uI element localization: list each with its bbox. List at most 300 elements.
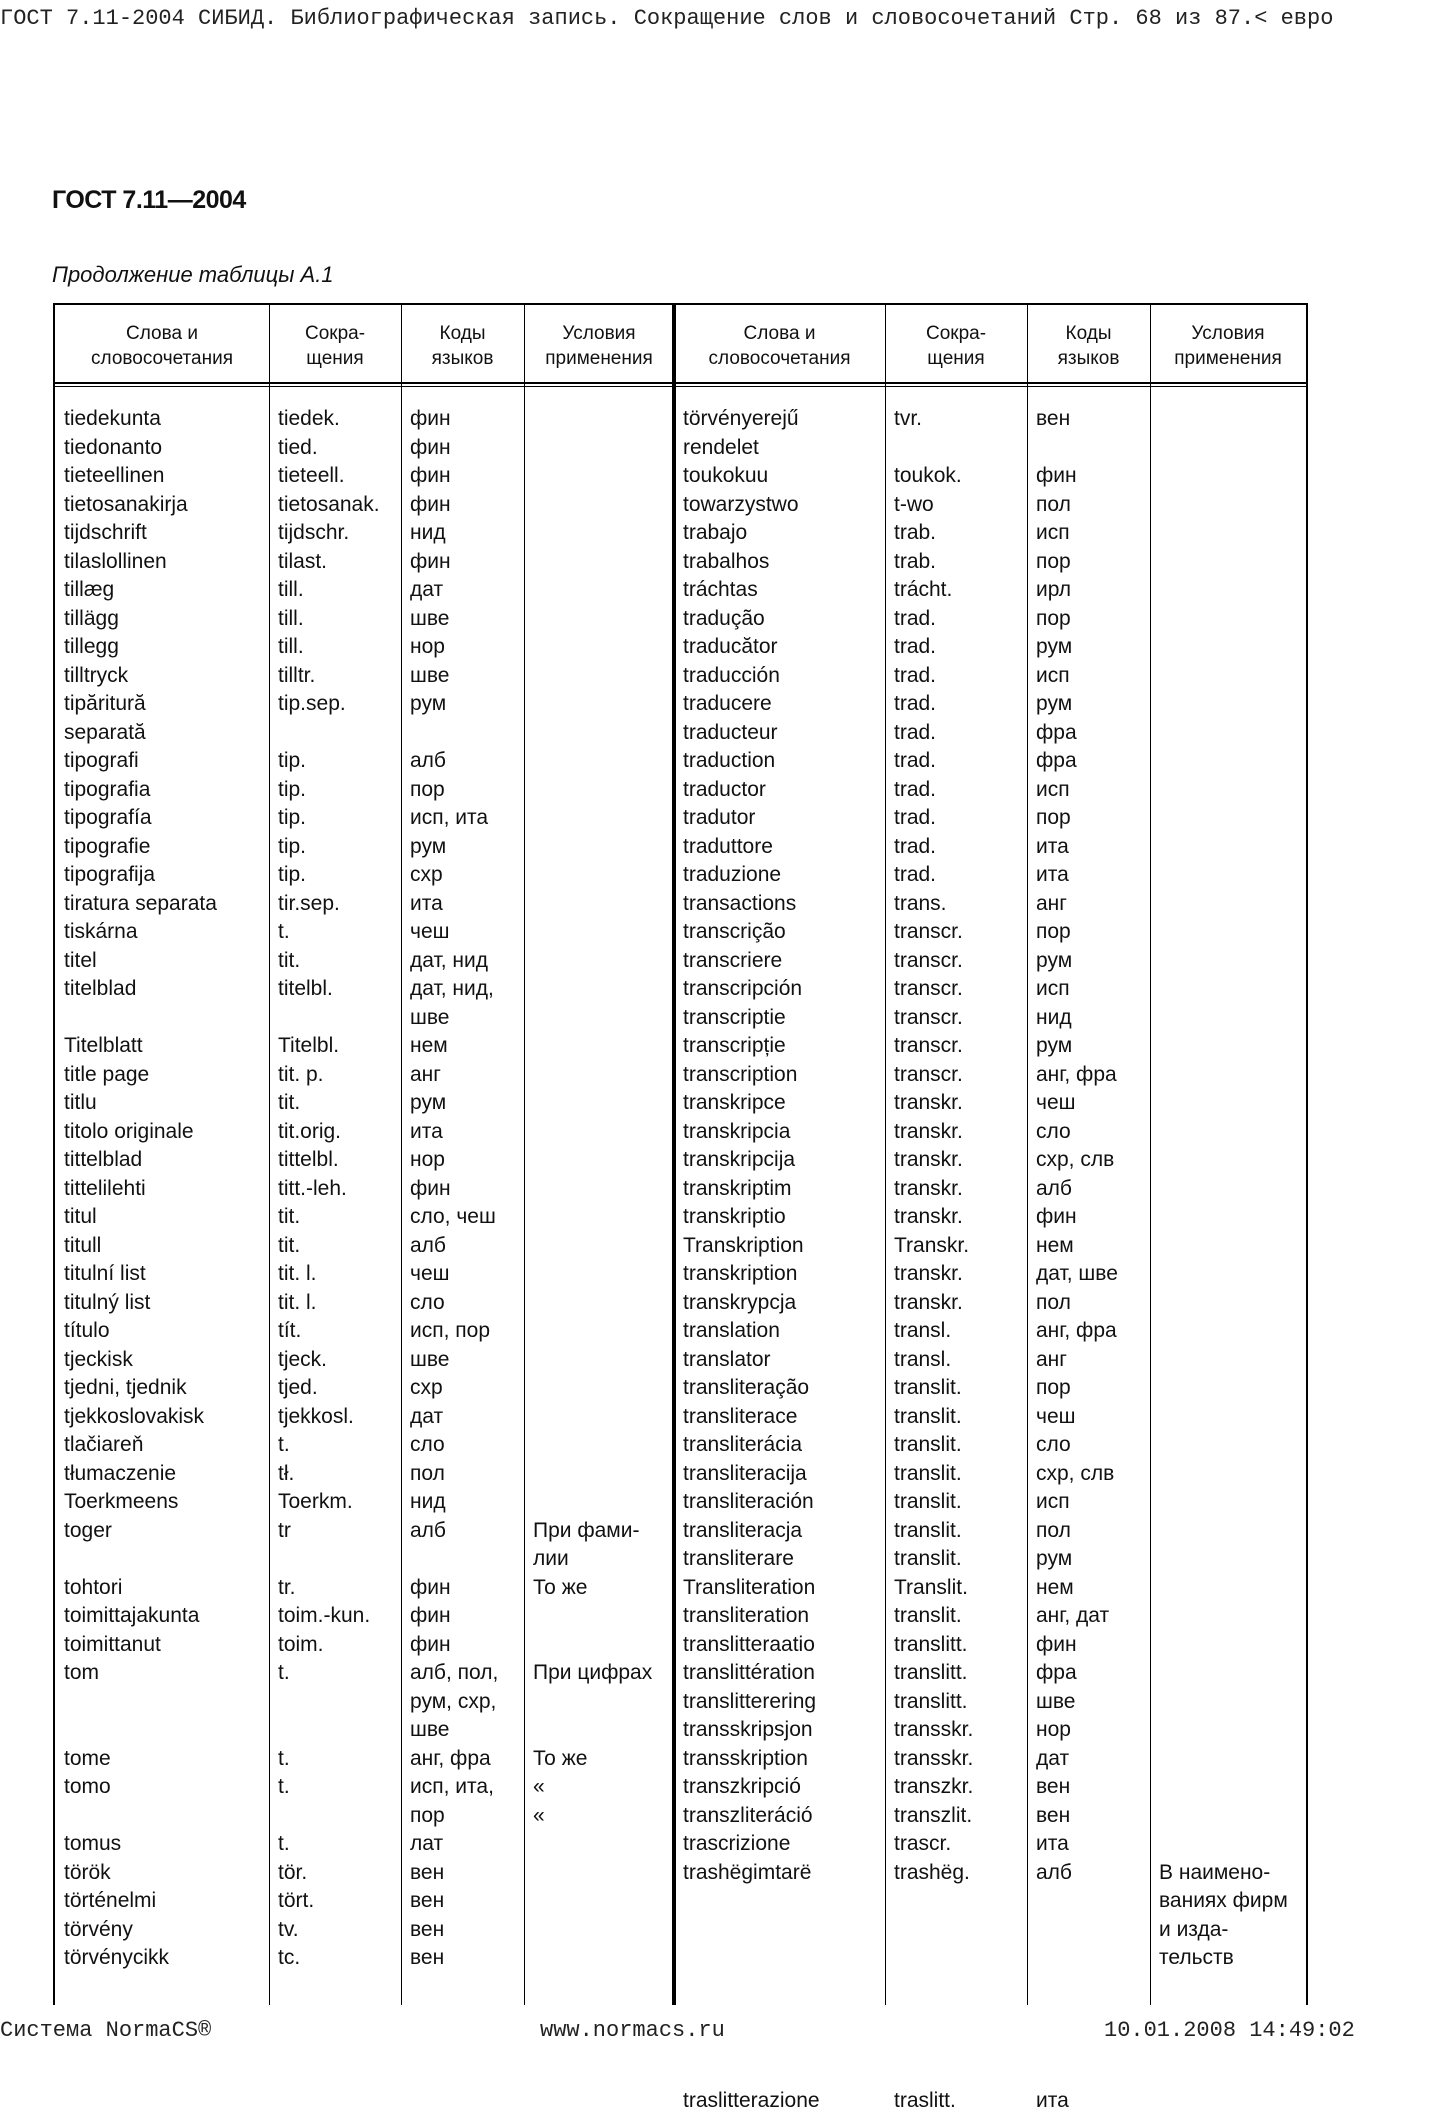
condition-cell bbox=[533, 1574, 587, 1603]
cell-line: пол bbox=[1036, 1517, 1071, 1546]
cell-line: transcr. bbox=[894, 975, 963, 1004]
abbreviation-cell bbox=[278, 1745, 290, 1774]
abbreviation-cell bbox=[894, 1289, 963, 1318]
cell-line: tip. bbox=[278, 861, 306, 890]
word-cell bbox=[683, 1175, 792, 1204]
abbreviation-cell bbox=[894, 576, 952, 605]
language-code-cell bbox=[1036, 576, 1071, 605]
word-cell bbox=[64, 1289, 150, 1318]
word-cell bbox=[64, 1431, 143, 1460]
cell-line: « bbox=[533, 1802, 545, 1831]
cell-line: törvényerejű bbox=[683, 405, 799, 434]
word-cell bbox=[683, 1488, 814, 1517]
abbreviation-cell bbox=[278, 462, 345, 491]
language-code-cell bbox=[1036, 776, 1070, 805]
language-code-cell bbox=[410, 861, 443, 890]
word-cell bbox=[64, 491, 188, 520]
cell-line: translit. bbox=[894, 1602, 962, 1631]
language-code-cell bbox=[1036, 861, 1069, 890]
cell-line: вен bbox=[410, 1887, 444, 1916]
word-cell bbox=[683, 1004, 786, 1033]
abbreviation-cell bbox=[894, 662, 936, 691]
language-code-cell bbox=[410, 1916, 444, 1945]
abbreviation-cell bbox=[278, 1232, 300, 1261]
cell-line: título bbox=[64, 1317, 110, 1346]
language-code-cell bbox=[410, 1317, 490, 1346]
word-cell bbox=[64, 1374, 187, 1403]
word-cell bbox=[64, 833, 150, 862]
language-code-cell bbox=[1036, 548, 1071, 577]
cell-line: trabajo bbox=[683, 519, 747, 548]
language-code-cell bbox=[1036, 605, 1071, 634]
cell-line: фин bbox=[410, 405, 451, 434]
language-code-cell bbox=[410, 1089, 446, 1118]
cell-line: toimittanut bbox=[64, 1631, 161, 1660]
word-cell bbox=[64, 1488, 178, 1517]
language-code-cell bbox=[1036, 491, 1071, 520]
word-cell bbox=[64, 1089, 97, 1118]
cell-line: tip. bbox=[278, 747, 306, 776]
language-code-cell bbox=[1036, 1802, 1070, 1831]
language-code-cell bbox=[410, 1659, 498, 1745]
word-cell bbox=[64, 1317, 110, 1346]
word-cell bbox=[683, 1032, 786, 1061]
language-code-cell bbox=[410, 1574, 451, 1603]
word-cell bbox=[64, 605, 119, 634]
cell-line: сло bbox=[1036, 1118, 1071, 1147]
abbreviation-cell bbox=[278, 1431, 290, 1460]
language-code-cell bbox=[1036, 890, 1067, 919]
abbreviation-cell bbox=[894, 1517, 962, 1546]
cell-line: translit. bbox=[894, 1488, 962, 1517]
word-cell bbox=[64, 804, 152, 833]
language-code-cell bbox=[1036, 1289, 1071, 1318]
abbreviation-cell bbox=[278, 1374, 318, 1403]
cell-line: trans. bbox=[894, 890, 947, 919]
word-cell bbox=[683, 1061, 797, 1090]
language-code-cell bbox=[410, 918, 449, 947]
language-code-cell bbox=[410, 1260, 449, 1289]
header-rule bbox=[55, 382, 1306, 384]
column-header-line: применения bbox=[524, 346, 674, 371]
abbreviation-cell bbox=[894, 1260, 963, 1289]
cell-line: tijdschrift bbox=[64, 519, 147, 548]
cell-line: toukok. bbox=[894, 462, 962, 491]
cell-line: tit. bbox=[278, 947, 300, 976]
cell-line: схр, слв bbox=[1036, 1460, 1114, 1489]
cell-line: tip. bbox=[278, 804, 306, 833]
cell-line: tjeckisk bbox=[64, 1346, 133, 1375]
word-cell bbox=[683, 1602, 809, 1631]
cell-line: фин bbox=[410, 491, 451, 520]
cell-line: фин bbox=[1036, 462, 1077, 491]
word-cell bbox=[683, 491, 799, 520]
cell-line: фра bbox=[1036, 747, 1077, 776]
footer-url[interactable]: www.normacs.ru bbox=[540, 2018, 725, 2043]
abbreviation-cell bbox=[278, 776, 306, 805]
cell-line: tiratura separata bbox=[64, 890, 217, 919]
cell-line: transcr. bbox=[894, 1004, 963, 1033]
cell-line: и изда- bbox=[1159, 1916, 1288, 1945]
cell-line: titt.-leh. bbox=[278, 1175, 347, 1204]
cell-line: схр, слв bbox=[1036, 1146, 1114, 1175]
cell-line: пор bbox=[1036, 804, 1071, 833]
cell-line: tr bbox=[278, 1517, 291, 1546]
abbreviation-cell bbox=[894, 1089, 963, 1118]
column-header-line: языков bbox=[1027, 346, 1150, 371]
cell-line: törvénycikk bbox=[64, 1944, 169, 1973]
cell-line: traducere bbox=[683, 690, 772, 719]
abbreviation-cell bbox=[278, 1289, 317, 1318]
cell-line: transskription bbox=[683, 1745, 808, 1774]
abbreviation-cell bbox=[278, 975, 333, 1004]
cell-line: При фами- bbox=[533, 1517, 639, 1546]
cell-line: tit. l. bbox=[278, 1260, 317, 1289]
cell-line: traslitt. bbox=[894, 2087, 956, 2115]
cell-line: сло bbox=[410, 1289, 445, 1318]
cell-line: Translit. bbox=[894, 1574, 968, 1603]
abbreviation-cell bbox=[278, 1602, 370, 1631]
cell-line: tir.sep. bbox=[278, 890, 340, 919]
word-cell bbox=[683, 1317, 780, 1346]
cell-line: translitteraatio bbox=[683, 1631, 815, 1660]
language-code-cell bbox=[410, 576, 443, 605]
cell-line: ита bbox=[1036, 833, 1069, 862]
cell-line: нид bbox=[1036, 1004, 1072, 1033]
word-cell bbox=[64, 1745, 111, 1774]
cell-line: нем bbox=[1036, 1574, 1074, 1603]
cell-line: фин bbox=[410, 1602, 451, 1631]
cell-line: translit. bbox=[894, 1545, 962, 1574]
cell-line: tipografija bbox=[64, 861, 155, 890]
word-cell bbox=[64, 690, 146, 747]
language-code-cell bbox=[1036, 1260, 1118, 1289]
cell-line: tip.sep. bbox=[278, 690, 346, 719]
cell-line: trabalhos bbox=[683, 548, 769, 577]
cell-line: transkr. bbox=[894, 1089, 963, 1118]
abbreviation-cell bbox=[894, 1631, 968, 1660]
language-code-cell bbox=[1036, 1659, 1077, 1688]
word-cell bbox=[64, 861, 155, 890]
cell-line: исп bbox=[1036, 776, 1070, 805]
footer-timestamp: 10.01.2008 14:49:02 bbox=[1104, 2018, 1355, 2043]
abbreviation-cell bbox=[894, 1374, 962, 1403]
cell-line: tiedekunta bbox=[64, 405, 161, 434]
cell-line: Transkr. bbox=[894, 1232, 969, 1261]
language-code-cell bbox=[410, 1859, 444, 1888]
cell-line: tom bbox=[64, 1659, 99, 1688]
cell-line: traduttore bbox=[683, 833, 773, 862]
cell-line: transliterare bbox=[683, 1545, 794, 1574]
abbreviation-cell bbox=[278, 1887, 314, 1916]
column-header-line: Коды bbox=[1027, 321, 1150, 346]
cell-line: transcr. bbox=[894, 947, 963, 976]
cell-line: traductor bbox=[683, 776, 766, 805]
language-code-cell bbox=[1036, 804, 1071, 833]
cell-line: сло bbox=[410, 1431, 445, 1460]
word-cell bbox=[683, 1659, 815, 1688]
cell-line: tjeck. bbox=[278, 1346, 327, 1375]
cell-line: ита bbox=[1036, 2087, 1069, 2115]
cell-line: пол bbox=[410, 1460, 445, 1489]
cell-line: transcriptie bbox=[683, 1004, 786, 1033]
language-code-cell bbox=[410, 1830, 443, 1859]
cell-line: trascr. bbox=[894, 1830, 951, 1859]
column-header-line: Слова и bbox=[55, 321, 269, 346]
abbreviation-cell bbox=[894, 1773, 973, 1802]
column-header bbox=[1150, 321, 1306, 371]
cell-line: trad. bbox=[894, 776, 936, 805]
abbreviation-cell bbox=[894, 1488, 962, 1517]
column-header bbox=[55, 321, 269, 371]
abbreviation-cell bbox=[278, 833, 306, 862]
word-cell bbox=[64, 576, 114, 605]
word-cell bbox=[683, 1574, 815, 1603]
column-header-line: Условия bbox=[524, 321, 674, 346]
language-code-cell bbox=[1036, 1574, 1074, 1603]
cell-line: ита bbox=[1036, 861, 1069, 890]
cell-line: вен bbox=[1036, 405, 1070, 434]
cell-line: toim. bbox=[278, 1631, 324, 1660]
cell-line: сло, чеш bbox=[410, 1203, 496, 1232]
cell-line: tł. bbox=[278, 1460, 294, 1489]
cell-line: шве bbox=[410, 662, 449, 691]
word-cell bbox=[64, 1032, 143, 1061]
cell-line: t. bbox=[278, 1773, 290, 1802]
cell-line: translitt. bbox=[894, 1631, 968, 1660]
cell-line: чеш bbox=[1036, 1089, 1075, 1118]
cell-line: transcriere bbox=[683, 947, 782, 976]
abbreviation-cell bbox=[278, 1346, 327, 1375]
language-code-cell bbox=[1036, 1859, 1072, 1888]
language-code-cell bbox=[1036, 1460, 1114, 1489]
cell-line: tittelilehti bbox=[64, 1175, 146, 1204]
word-cell bbox=[64, 1916, 133, 1945]
language-code-cell bbox=[1036, 1517, 1071, 1546]
language-code-cell bbox=[410, 633, 445, 662]
word-cell bbox=[683, 918, 786, 947]
abbreviation-cell bbox=[894, 491, 934, 520]
word-cell bbox=[683, 804, 755, 833]
cell-line: tittelbl. bbox=[278, 1146, 339, 1175]
word-cell bbox=[64, 1460, 176, 1489]
language-code-cell bbox=[1036, 1745, 1069, 1774]
cell-line: шве bbox=[410, 1004, 494, 1033]
word-cell bbox=[64, 1146, 142, 1175]
cell-line: transliteración bbox=[683, 1488, 814, 1517]
cell-line: tiedek. bbox=[278, 405, 340, 434]
abbreviation-cell bbox=[278, 890, 340, 919]
word-cell bbox=[64, 1887, 156, 1916]
table-caption: Продолжение таблицы А.1 bbox=[52, 262, 334, 288]
word-cell bbox=[64, 1631, 161, 1660]
abbreviation-cell bbox=[894, 633, 936, 662]
word-cell bbox=[683, 1802, 813, 1831]
cell-line: анг, дат bbox=[1036, 1602, 1109, 1631]
abbreviation-cell bbox=[278, 1317, 301, 1346]
cell-line: traducción bbox=[683, 662, 780, 691]
cell-line: дат, нид bbox=[410, 947, 488, 976]
word-cell bbox=[683, 1830, 790, 1859]
cell-line: rendelet bbox=[683, 434, 799, 463]
abbreviation-cell bbox=[278, 747, 306, 776]
cell-line: titelblad bbox=[64, 975, 136, 1004]
cell-line: titulní list bbox=[64, 1260, 146, 1289]
word-cell bbox=[683, 662, 780, 691]
language-code-cell bbox=[410, 833, 446, 862]
abbreviation-cell bbox=[894, 1830, 951, 1859]
cell-line: фин bbox=[410, 434, 451, 463]
abbreviation-cell bbox=[894, 605, 936, 634]
cell-line: traducteur bbox=[683, 719, 778, 748]
cell-line: till. bbox=[278, 576, 304, 605]
cell-line: till. bbox=[278, 633, 304, 662]
word-cell bbox=[64, 434, 162, 463]
cell-line: titelbl. bbox=[278, 975, 333, 1004]
cell-line: trad. bbox=[894, 662, 936, 691]
cell-line: tieteell. bbox=[278, 462, 345, 491]
cell-line: нем bbox=[1036, 1232, 1074, 1261]
cell-line: tiedonanto bbox=[64, 434, 162, 463]
cell-line: нид bbox=[410, 519, 446, 548]
abbreviation-cell bbox=[894, 462, 962, 491]
abbreviation-cell bbox=[894, 519, 936, 548]
abbreviation-cell bbox=[894, 548, 936, 577]
abbreviation-cell bbox=[278, 1859, 307, 1888]
cell-line: шве bbox=[410, 605, 449, 634]
word-cell bbox=[64, 462, 164, 491]
language-code-cell bbox=[410, 519, 446, 548]
language-code-cell bbox=[1036, 1317, 1117, 1346]
abbreviation-cell bbox=[278, 491, 380, 520]
cell-line: алб bbox=[410, 1517, 446, 1546]
word-cell bbox=[683, 1431, 802, 1460]
cell-line: лат bbox=[410, 1830, 443, 1859]
abbreviation-cell bbox=[894, 1032, 963, 1061]
cell-line: tietosanakirja bbox=[64, 491, 188, 520]
language-code-cell bbox=[410, 462, 451, 491]
word-cell bbox=[683, 861, 781, 890]
language-code-cell bbox=[1036, 947, 1072, 976]
cell-line: trad. bbox=[894, 633, 936, 662]
cell-line: пор bbox=[1036, 605, 1071, 634]
cell-line: tip. bbox=[278, 776, 306, 805]
cell-line: Transkription bbox=[683, 1232, 804, 1261]
word-cell bbox=[683, 1745, 808, 1774]
word-cell bbox=[683, 519, 747, 548]
cell-line: trad. bbox=[894, 690, 936, 719]
abbreviation-cell bbox=[278, 947, 300, 976]
language-code-cell bbox=[1036, 1175, 1072, 1204]
cell-line: фин bbox=[410, 1574, 451, 1603]
abbreviation-cell bbox=[278, 1830, 290, 1859]
cell-line: transcr. bbox=[894, 1032, 963, 1061]
cell-line: transactions bbox=[683, 890, 796, 919]
abbreviation-cell bbox=[278, 1146, 339, 1175]
cell-line: шве bbox=[1036, 1688, 1075, 1717]
abbreviation-cell bbox=[278, 548, 327, 577]
abbreviation-cell bbox=[278, 1488, 353, 1517]
language-code-cell bbox=[410, 804, 488, 833]
cell-line: алб bbox=[410, 1232, 446, 1261]
cell-line: алб bbox=[1036, 1175, 1072, 1204]
word-cell bbox=[683, 633, 778, 662]
cell-line: вен bbox=[410, 1916, 444, 1945]
cell-line: алб, пол, bbox=[410, 1659, 498, 1688]
cell-line: trashëg. bbox=[894, 1859, 970, 1888]
word-cell bbox=[64, 776, 150, 805]
word-cell bbox=[64, 1260, 146, 1289]
abbreviation-cell bbox=[894, 1118, 963, 1147]
language-code-cell bbox=[410, 1488, 446, 1517]
cell-line: исп, пор bbox=[410, 1317, 490, 1346]
cell-line: tjedni, tjednik bbox=[64, 1374, 187, 1403]
cell-line: trad. bbox=[894, 833, 936, 862]
cell-line: ита bbox=[1036, 1830, 1069, 1859]
cell-line: Transliteration bbox=[683, 1574, 815, 1603]
cell-line: Toerkm. bbox=[278, 1488, 353, 1517]
abbreviation-cell bbox=[894, 405, 922, 434]
language-code-cell bbox=[1036, 1374, 1071, 1403]
cell-line: tilltryck bbox=[64, 662, 128, 691]
cell-line: исп, ита, bbox=[410, 1773, 494, 1802]
word-cell bbox=[64, 1061, 149, 1090]
cell-line: transskripsjon bbox=[683, 1716, 813, 1745]
column-divider bbox=[1150, 305, 1151, 2005]
cell-line: То же bbox=[533, 1745, 587, 1774]
abbreviation-cell bbox=[894, 947, 963, 976]
cell-line: ита bbox=[410, 1118, 443, 1147]
cell-line: дат bbox=[1036, 1745, 1069, 1774]
column-header-line: щения bbox=[885, 346, 1027, 371]
language-code-cell bbox=[410, 1232, 446, 1261]
language-code-cell bbox=[410, 1602, 451, 1631]
cell-line: ирл bbox=[1036, 576, 1071, 605]
word-cell bbox=[683, 605, 765, 634]
cell-line: исп bbox=[1036, 519, 1070, 548]
cell-line: transcripție bbox=[683, 1032, 786, 1061]
column-header bbox=[1027, 321, 1150, 371]
abbreviation-cell bbox=[894, 1460, 962, 1489]
cell-line: исп bbox=[1036, 662, 1070, 691]
word-cell bbox=[683, 747, 775, 776]
language-code-cell bbox=[1036, 719, 1077, 748]
column-divider bbox=[1027, 305, 1028, 2005]
language-code-cell bbox=[1036, 519, 1070, 548]
cell-line: transkripcija bbox=[683, 1146, 795, 1175]
abbreviation-cell bbox=[894, 918, 963, 947]
cell-line: transzlit. bbox=[894, 1802, 972, 1831]
cell-line: toukokuu bbox=[683, 462, 768, 491]
cell-line: transliteracija bbox=[683, 1460, 807, 1489]
word-cell bbox=[64, 1203, 97, 1232]
language-code-cell bbox=[1036, 1346, 1067, 1375]
cell-line: фин bbox=[410, 548, 451, 577]
abbreviation-cell bbox=[278, 918, 290, 947]
cell-line: transkription bbox=[683, 1260, 797, 1289]
cell-line: trad. bbox=[894, 605, 936, 634]
cell-line: transzkr. bbox=[894, 1773, 973, 1802]
language-code-cell bbox=[410, 1460, 445, 1489]
column-header-line: Условия bbox=[1150, 321, 1306, 346]
cell-line: пол bbox=[1036, 491, 1071, 520]
language-code-cell bbox=[1036, 662, 1070, 691]
column-header-line: Коды bbox=[401, 321, 524, 346]
document-code: ГОСТ 7.11—2004 bbox=[52, 186, 246, 215]
word-cell bbox=[683, 1146, 795, 1175]
language-code-cell bbox=[410, 947, 488, 976]
cell-line: translitterering bbox=[683, 1688, 816, 1717]
